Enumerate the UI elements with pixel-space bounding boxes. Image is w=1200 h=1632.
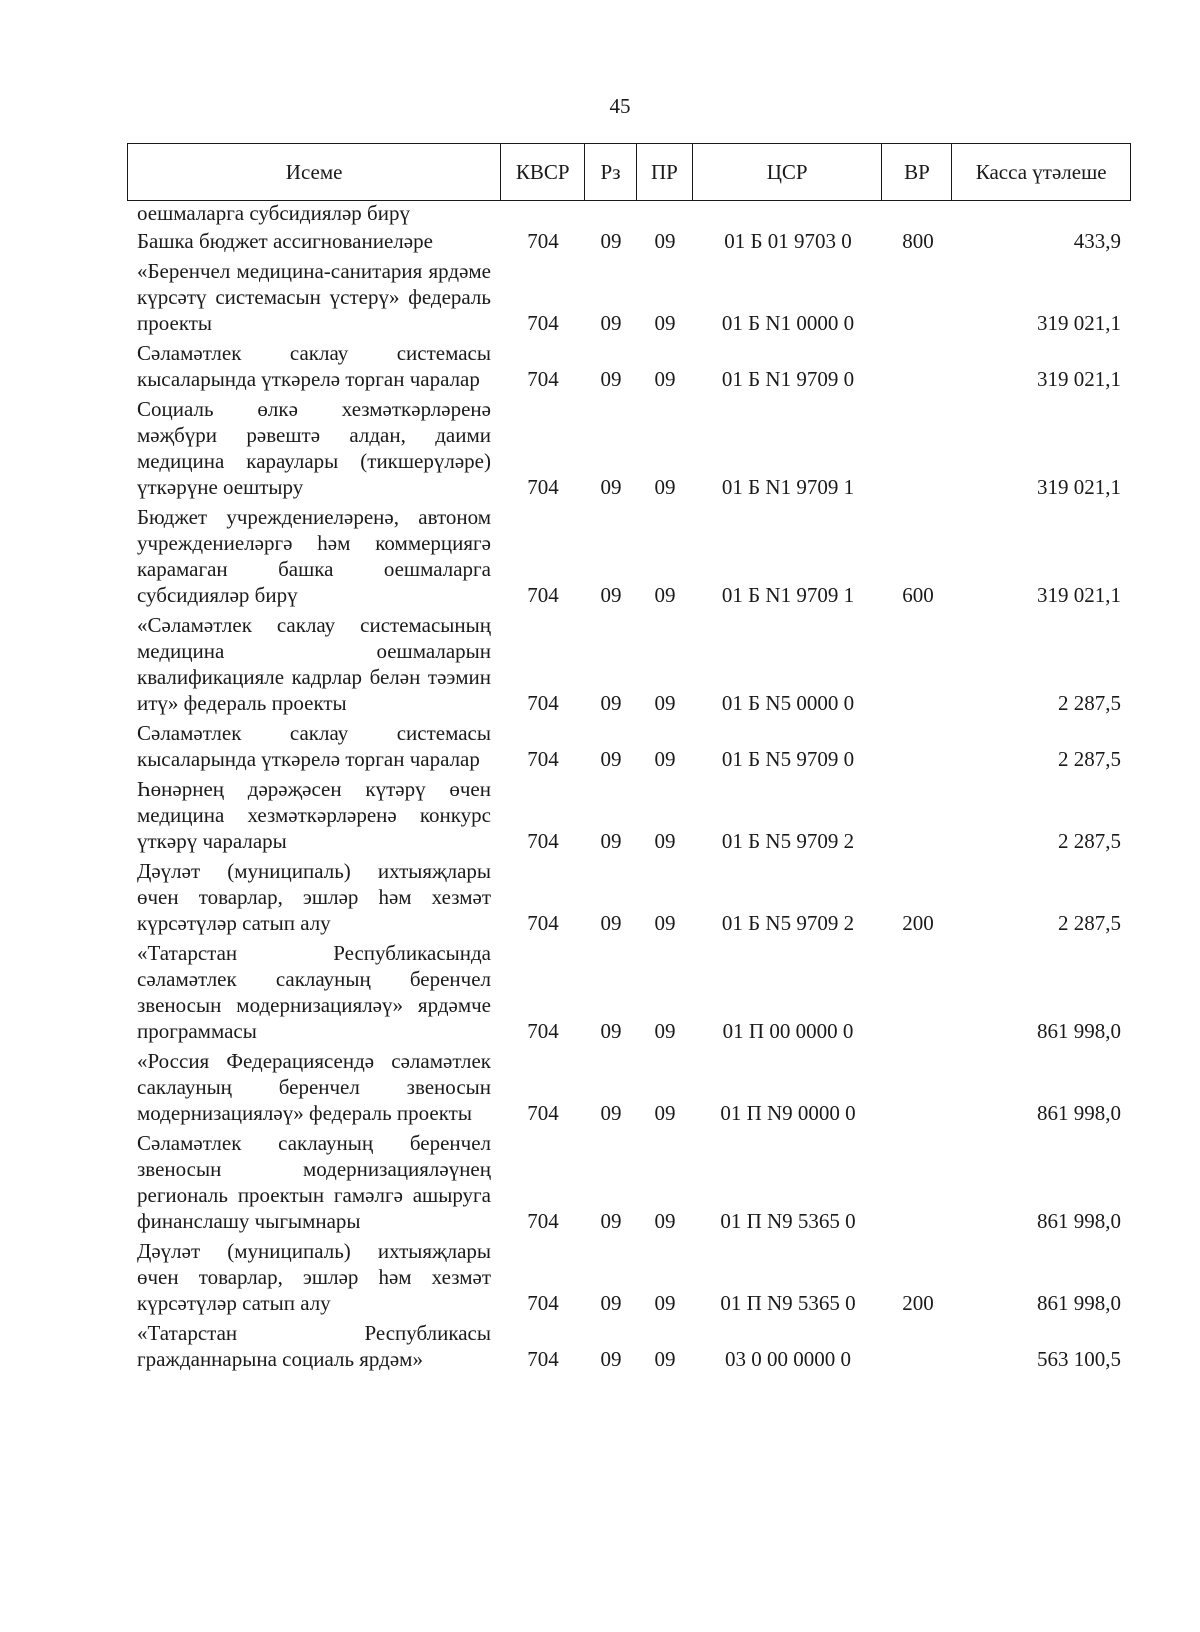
cell-csr: 01 Б N5 9709 0 [721, 747, 855, 771]
cell-kvsr: 704 [527, 475, 559, 499]
cell-pr: 09 [654, 475, 676, 499]
header-name: Исеме [128, 144, 501, 200]
cell-kvsr: 704 [527, 583, 559, 607]
table-row [127, 612, 1131, 716]
cell-kvsr: 704 [527, 1209, 559, 1233]
table-row [127, 200, 1131, 226]
cell-kassa: 861 998,0 [1037, 1209, 1121, 1233]
cell-rz: 09 [600, 583, 622, 607]
cell-csr: 01 П N9 5365 0 [720, 1291, 856, 1315]
cell-kvsr: 704 [527, 691, 559, 715]
cell-csr: 01 Б N1 9709 1 [721, 475, 855, 499]
cell-name: оешмаларга субсидияләр бирү [137, 201, 410, 225]
cell-kassa: 433,9 [1073, 229, 1121, 253]
cell-kassa: 2 287,5 [1058, 911, 1121, 935]
cell-vr: 600 [902, 583, 934, 607]
cell-name: Башка бюджет ассигнованиеләре [137, 229, 433, 253]
cell-name: «Сәламәтлек саклау системасының медицина оешмаларын квалификацияле кадрлар белән тәэмин итү» федераль проекты [137, 613, 491, 715]
cell-name: Дәүләт (муниципаль) ихтыяҗлары өчен товарлар, эшләр һәм хезмәт күрсәтүләр сатып алу [137, 859, 491, 935]
cell-pr: 09 [654, 1291, 676, 1315]
table-row [127, 1048, 1131, 1126]
cell-kassa: 2 287,5 [1058, 691, 1121, 715]
cell-kassa: 861 998,0 [1037, 1019, 1121, 1043]
cell-rz: 09 [600, 1347, 622, 1371]
cell-name: «Татарстан Республикасы гражданнарына социаль ярдәм» [137, 1321, 491, 1371]
cell-csr: 01 Б N1 9709 0 [721, 367, 855, 391]
cell-name: Сәламәтлек саклау системасы кысаларында үткәрелә торган чаралар [137, 721, 491, 771]
cell-rz: 09 [600, 229, 622, 253]
cell-rz: 09 [600, 691, 622, 715]
cell-pr: 09 [654, 1347, 676, 1371]
cell-kvsr: 704 [527, 367, 559, 391]
cell-pr: 09 [654, 747, 676, 771]
cell-rz: 09 [600, 367, 622, 391]
cell-kvsr: 704 [527, 1019, 559, 1043]
cell-name: Сәламәтлек саклау системасы кысаларында үткәрелә торган чаралар [137, 341, 491, 391]
cell-csr: 01 П N9 5365 0 [720, 1209, 856, 1233]
table-row [127, 396, 1131, 500]
cell-kassa: 563 100,5 [1037, 1347, 1121, 1371]
cell-csr: 01 Б N5 9709 2 [721, 829, 855, 853]
table-row [127, 776, 1131, 854]
cell-kvsr: 704 [527, 1101, 559, 1125]
table-row [127, 858, 1131, 936]
cell-kvsr: 704 [527, 747, 559, 771]
cell-rz: 09 [600, 911, 622, 935]
cell-pr: 09 [654, 911, 676, 935]
cell-name: «Россия Федерациясендә сәламәтлек саклауның беренчел звеносын модернизацияләү» федераль проекты [137, 1049, 491, 1125]
cell-csr: 01 Б N1 9709 1 [721, 583, 855, 607]
cell-vr: 800 [902, 229, 934, 253]
cell-name: Дәүләт (муниципаль) ихтыяҗлары өчен товарлар, эшләр һәм хезмәт күрсәтүләр сатып алу [137, 1239, 491, 1315]
table-row [127, 1238, 1131, 1316]
cell-csr: 01 Б 01 9703 0 [724, 229, 852, 253]
header-pr: ПР [637, 144, 693, 200]
cell-name: Бюджет учреждениеләренә, автоном учреждениеләргә һәм коммерциягә карамаган башка оешмаларга субсидияләр бирү [137, 505, 491, 607]
cell-kassa: 2 287,5 [1058, 829, 1121, 853]
cell-name: Социаль өлкә хезмәткәрләренә мәҗбүри рәвештә алдан, даими медицина караулары (тикшерүләре) үткәрүне оештыру [137, 397, 491, 499]
cell-kassa: 319 021,1 [1037, 311, 1121, 335]
header-kassa: Касса үтәлеше [975, 160, 1107, 184]
cell-kassa: 319 021,1 [1037, 475, 1121, 499]
table-body [127, 200, 1131, 1376]
cell-csr: 01 Б N5 0000 0 [721, 691, 855, 715]
cell-kassa: 319 021,1 [1037, 583, 1121, 607]
table-row [127, 258, 1131, 336]
cell-kvsr: 704 [527, 311, 559, 335]
cell-kassa: 861 998,0 [1037, 1291, 1121, 1315]
cell-pr: 09 [654, 829, 676, 853]
cell-kvsr: 704 [527, 1291, 559, 1315]
cell-csr: 01 П 00 0000 0 [722, 1019, 854, 1043]
cell-rz: 09 [600, 1291, 622, 1315]
cell-kassa: 319 021,1 [1037, 367, 1121, 391]
table-header [127, 143, 1131, 201]
table-row [127, 940, 1131, 1044]
cell-rz: 09 [600, 747, 622, 771]
cell-pr: 09 [654, 583, 676, 607]
header-kvsr: КВСР [501, 144, 585, 200]
cell-vr: 200 [902, 911, 934, 935]
cell-kvsr: 704 [527, 829, 559, 853]
cell-kvsr: 704 [527, 229, 559, 253]
cell-name: Сәламәтлек саклауның беренчел звеносын модернизацияләүнең региональ проектын гамәлгә ашыруга финанслашу чыгымнары [137, 1131, 491, 1233]
cell-name: «Беренчел медицина-санитария ярдәме күрсәтү системасын үстерү» федераль проекты [137, 259, 491, 335]
cell-kassa: 2 287,5 [1058, 747, 1121, 771]
cell-name: Һөнәрнең дәрәҗәсен күтәрү өчен медицина хезмәткәрләренә конкурс үткәрү чаралары [137, 777, 491, 853]
table-row [127, 1130, 1131, 1234]
cell-kassa: 861 998,0 [1037, 1101, 1121, 1125]
cell-csr: 01 П N9 0000 0 [720, 1101, 856, 1125]
cell-pr: 09 [654, 1101, 676, 1125]
cell-pr: 09 [654, 691, 676, 715]
table-row [127, 228, 1131, 254]
cell-rz: 09 [600, 1209, 622, 1233]
cell-rz: 09 [600, 475, 622, 499]
cell-csr: 01 Б N5 9709 2 [721, 911, 855, 935]
cell-pr: 09 [654, 229, 676, 253]
cell-rz: 09 [600, 311, 622, 335]
cell-kvsr: 704 [527, 1347, 559, 1371]
header-rz: Рз [585, 144, 637, 200]
table-row [127, 504, 1131, 608]
table-row [127, 720, 1131, 772]
table-row [127, 1320, 1131, 1372]
cell-name: «Татарстан Республикасында сәламәтлек саклауның беренчел звеносын модернизацияләү» ярдәмче программасы [137, 941, 491, 1043]
cell-kvsr: 704 [527, 911, 559, 935]
cell-vr: 200 [902, 1291, 934, 1315]
cell-csr: 03 0 00 0000 0 [725, 1347, 851, 1371]
cell-pr: 09 [654, 367, 676, 391]
table-row [127, 340, 1131, 392]
cell-pr: 09 [654, 311, 676, 335]
header-vr: ВР [882, 144, 952, 200]
cell-csr: 01 Б N1 0000 0 [721, 311, 855, 335]
cell-pr: 09 [654, 1019, 676, 1043]
cell-rz: 09 [600, 1101, 622, 1125]
cell-rz: 09 [600, 829, 622, 853]
cell-rz: 09 [600, 1019, 622, 1043]
header-csr: ЦСР [693, 144, 883, 200]
cell-pr: 09 [654, 1209, 676, 1233]
page-number: 45 [609, 94, 631, 118]
